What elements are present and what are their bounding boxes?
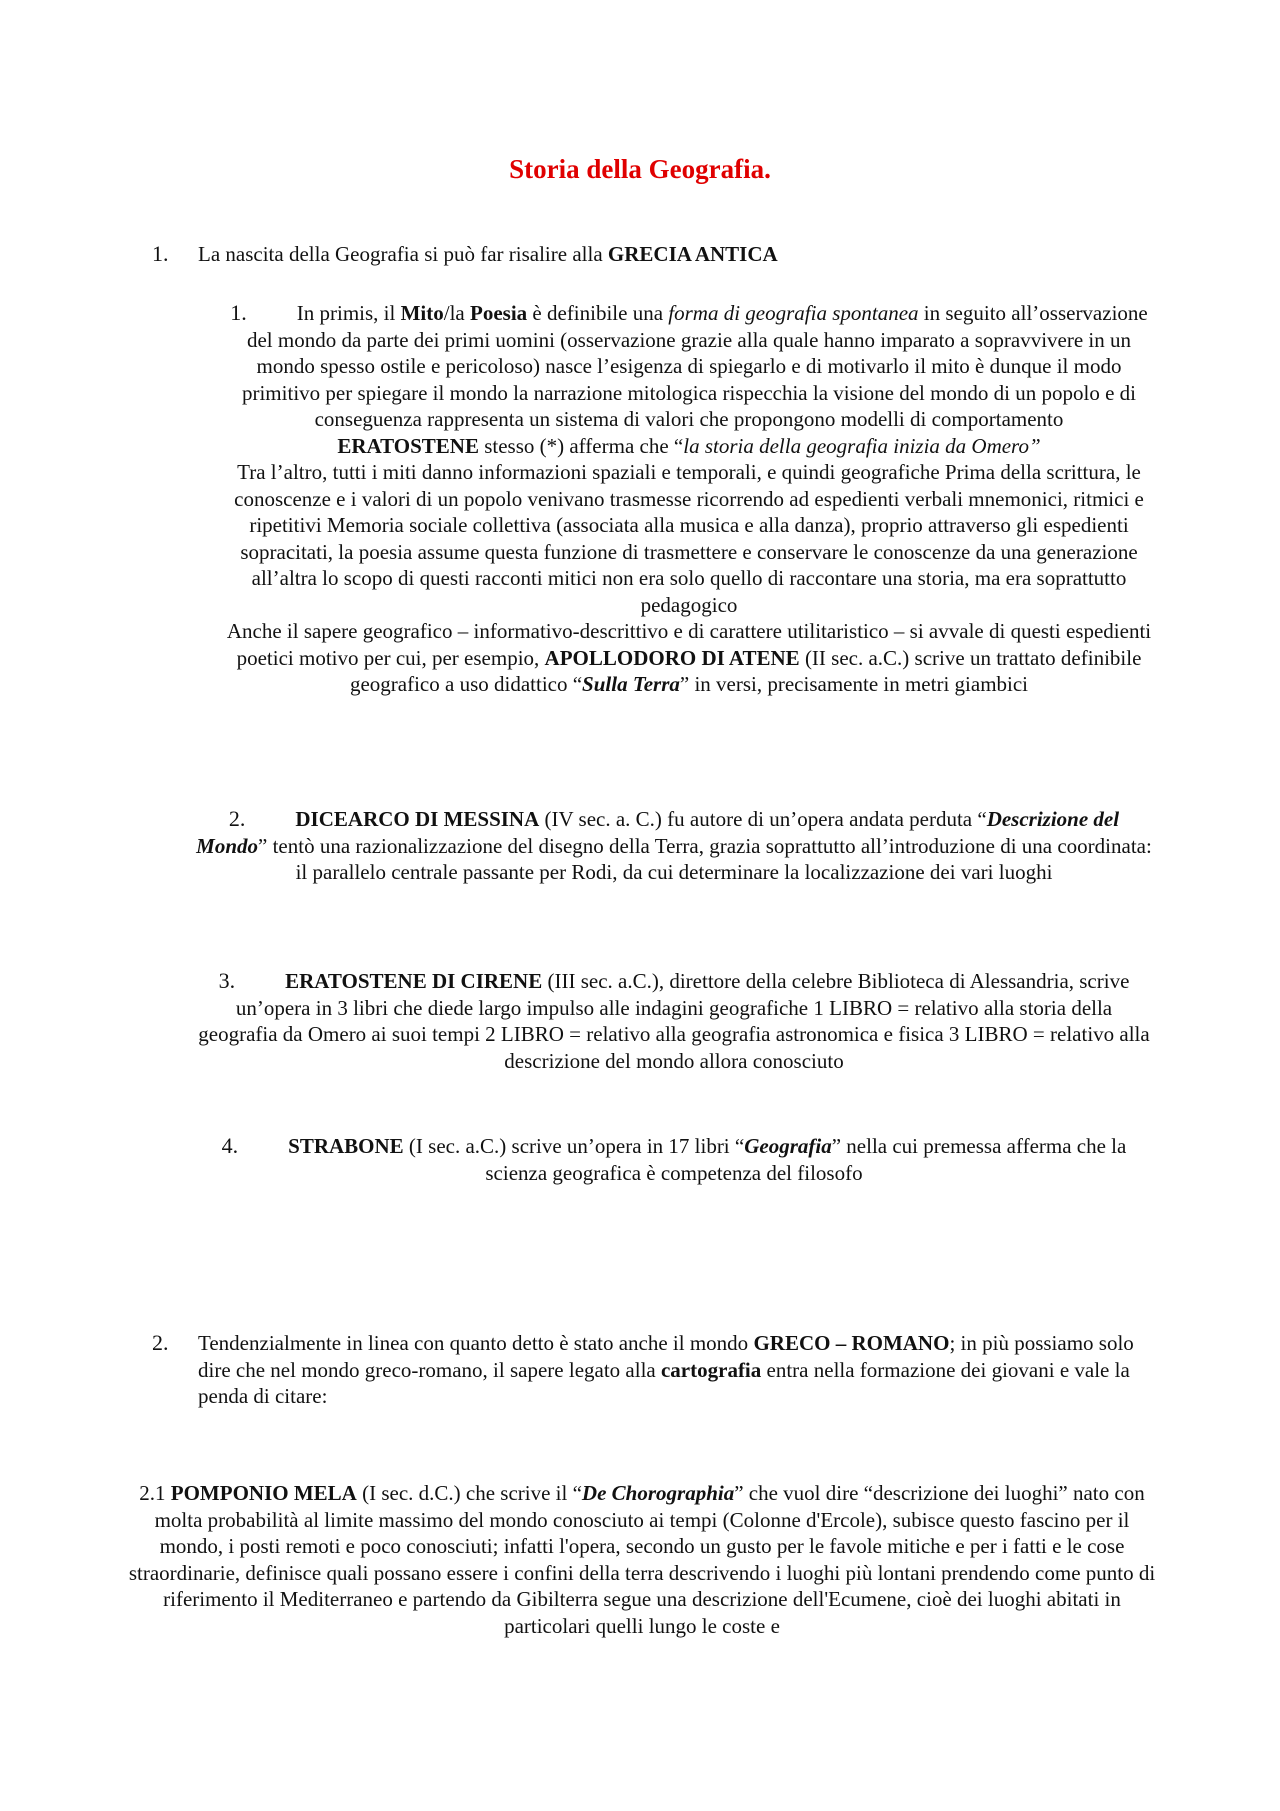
list-item-1	[152, 241, 1152, 268]
paragraph-pomponio-mela: 2.1 POMPONIO MELA (I sec. d.C.) che scrive il “De Chorographia” che vuol dire “descrizione dei luoghi” nato con molta probabilità al limite massimo del mondo conosciuto ai tempi (Colonne d'Ercole), subisce questo fascino per il mondo, i posti remoti e poco conosciuti; infatti l'opera, secondo un gusto per le favole mitiche e per i fatti e le cose straordinarie, definisce quali possano essere i confini della terra descrivendo i luoghi più lontani prendendo come punto di riferimento il Mediterraneo e partendo da Gibilterra segue una descrizione dell'Ecumene, cioè dei luoghi abitati in particolari quelli lungo le coste e	[128, 1481, 1156, 1638]
sub-number: 1.	[230, 300, 247, 325]
sub-item-1: 1. In primis, il Mito/la Poesia è definibile una forma di geografia spontanea in seguito all’osservazione del mondo da parte dei primi uomini (osservazione grazie alla quale hanno imparato a sopravvivere in un mondo spesso ostile e pericoloso) nasce l’esigenza di spiegarlo e di motivarlo il mito è dunque il modo primitivo per spiegare il mondo la narrazione mitologica rispecchia la visione del mondo di un popolo e di conseguenza rappresenta un sistema di valori che propongono modelli di comportamento ERATOSTENE stesso (*) afferma che “la storia della geografia inizia da Omero” Tra l’altro, tutti i miti danno informazioni spaziali e temporali, e quindi geografiche Prima della scrittura, le conoscenze e i valori di un popolo venivano trasmesse ricorrendo ad espedienti verbali mnemonici, ritmici e ripetitivi Memoria sociale collettiva (associata alla musica e alla danza), proprio attraverso gli espedienti sopracitati, la poesia assume questa funzione di trasmettere e conservare le conoscenze da una generazione all’altra lo scopo di questi racconti mitici non era solo quello di raccontare una storia, ma era soprattutto pedagogico Anche il sapere geografico – informativo-descrittivo e di carattere utilitaristico – si avvale di questi espedienti poetici motivo per cui, per esempio, APOLLODORO DI ATENE (II sec. a.C.) scrive un trattato definibile geografico a uso didattico “Sulla Terra” in versi, precisamente in metri giambici	[226, 300, 1152, 696]
list-item-2	[152, 1330, 1152, 1410]
sub-number: 2.	[228, 806, 246, 831]
bold-text: GRECIA ANTICA	[607, 242, 778, 266]
document-title: Storia della Geografia.	[509, 154, 771, 184]
list-number: 1.	[152, 241, 169, 266]
list-item-text: La nascita della Geografia si può far risalire alla GRECIA ANTICA	[198, 242, 778, 266]
list-item-text: Tendenzialmente in linea con quanto detto è stato anche il mondo GRECO – ROMANO; in più possiamo solo dire che nel mondo greco-romano, il sapere legato alla cartografia entra nella formazione dei giovani e vale la penda di citare:	[198, 1331, 1134, 1408]
sub-number: 4.	[221, 1133, 239, 1158]
list-number: 2.	[152, 1330, 169, 1355]
sub-item-4: 4. STRABONE (I sec. a.C.) scrive un’opera in 17 libri “Geografia” nella cui premessa afferma che la scienza geografica è competenza del filosofo	[221, 1133, 1127, 1185]
sub-item-3: 3. ERATOSTENE DI CIRENE (III sec. a.C.), direttore della celebre Biblioteca di Alessandria, scrive un’opera in 3 libri che diede largo impulso alle indagini geografiche 1 LIBRO = relativo alla storia della geografia da Omero ai suoi tempi 2 LIBRO = relativo alla geografia astronomica e fisica 3 LIBRO = relativo alla descrizione del mondo allora conosciuto	[198, 968, 1150, 1073]
sub-item-2: 2. DICEARCO DI MESSINA (IV sec. a. C.) fu autore di un’opera andata perduta “Descrizione del Mondo” tentò una razionalizzazione del disegno della Terra, grazia soprattutto all’introduzione di una coordinata: il parallelo centrale passante per Rodi, da cui determinare la localizzazione dei vari luoghi	[196, 806, 1152, 884]
sub-number: 3.	[218, 968, 236, 993]
